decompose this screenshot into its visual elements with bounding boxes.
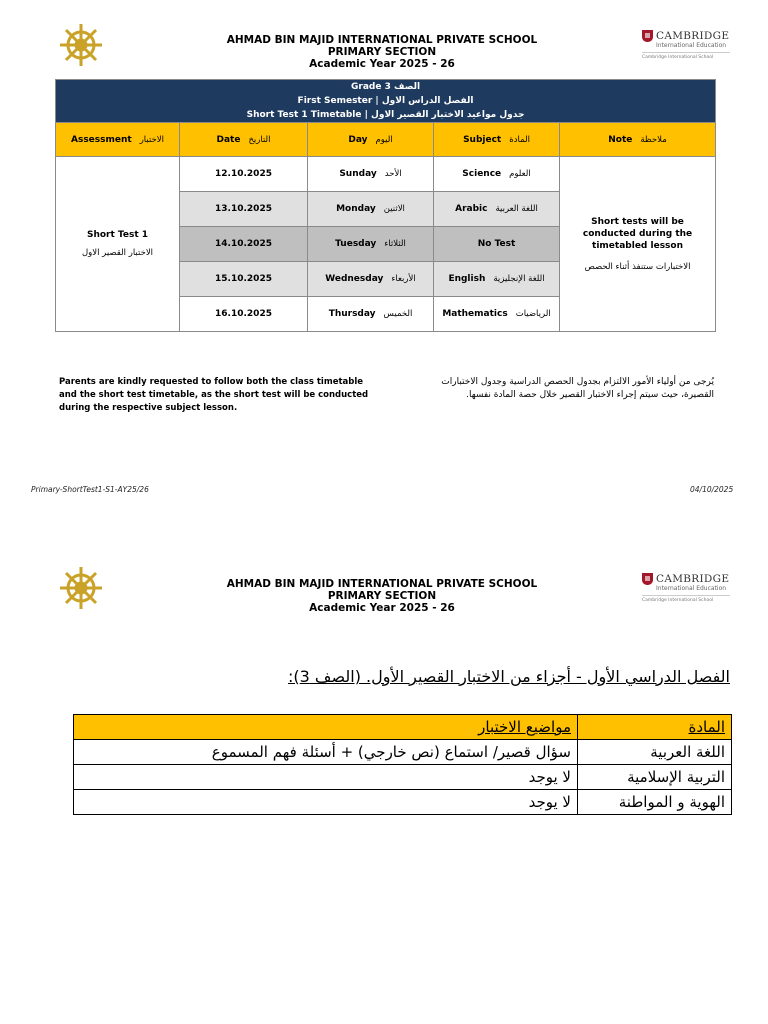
topics-header-row — [74, 715, 732, 740]
cambridge-sub: International Education — [656, 42, 727, 49]
day-cell: Monday — [336, 204, 376, 214]
table-row — [74, 740, 732, 765]
grade-label: Grade 3 الصف — [351, 82, 421, 92]
date-cell: 16.10.2025 — [180, 297, 308, 332]
footer-date: 04/10/2025 — [690, 485, 734, 494]
timetable-title: Short Test 1 Timetable | جدول مواعيد الاختبار القصير الاول — [246, 110, 525, 120]
day-cell: Wednesday — [325, 274, 384, 284]
header-topics: مواضيع الاختبار — [74, 715, 578, 740]
school-header — [212, 578, 552, 614]
header-date-ar: التاريخ — [248, 134, 271, 145]
subject-cell-ar: العلوم — [509, 169, 531, 179]
note-text-ar: الاختبارات ستنفذ أثناء الحصص — [584, 262, 691, 272]
day-cell-ar: الأربعاء — [391, 274, 416, 284]
note-cell — [560, 157, 716, 332]
cambridge-school-label: Cambridge International School — [642, 55, 714, 60]
topics-table — [73, 714, 732, 815]
subject-cell: English — [448, 274, 486, 284]
timetable-banner — [56, 80, 716, 123]
subject-cell: اللغة العربية — [578, 740, 732, 765]
day-cell-ar: الاثنين — [383, 204, 405, 214]
date-cell: 15.10.2025 — [180, 262, 308, 297]
subject-cell: Mathematics — [442, 309, 508, 319]
parents-note-en: Parents are kindly requested to follow both the class timetable and the short test timetable, as the short test will be conducted during the respective subject lesson. — [59, 377, 369, 413]
school-section: PRIMARY SECTION — [327, 590, 437, 602]
table-row — [74, 765, 732, 790]
header-note: Note — [608, 134, 633, 145]
topics-cell: لا يوجد — [74, 765, 578, 790]
day-cell-ar: الخميس — [383, 309, 413, 319]
assessment-name-ar: الاختبار القصير الاول — [81, 248, 154, 258]
cambridge-wordmark: CAMBRIDGE — [656, 30, 730, 42]
day-cell: Tuesday — [335, 239, 377, 249]
date-cell: 13.10.2025 — [180, 192, 308, 227]
header-assessment: Assessment — [71, 134, 132, 145]
timetable — [55, 79, 716, 332]
note-text: Short tests will be conducted during the timetabled lesson — [582, 217, 693, 251]
cambridge-sub: International Education — [656, 585, 727, 592]
topics-cell: لا يوجد — [74, 790, 578, 815]
date-cell: 14.10.2025 — [180, 227, 308, 262]
day-cell-ar: الأحد — [384, 169, 402, 179]
school-name: AHMAD BIN MAJID INTERNATIONAL PRIVATE SCHOOL — [226, 578, 538, 590]
academic-year: Academic Year 2025 - 26 — [309, 602, 455, 614]
subject-cell: No Test — [477, 239, 516, 249]
table-row — [56, 157, 716, 192]
header-assessment-ar: الاختبار — [139, 134, 164, 145]
subject-cell-ar: اللغة الإنجليزية — [493, 274, 545, 284]
subject-cell-ar: الرياضيات — [515, 309, 551, 319]
date-cell: 12.10.2025 — [180, 157, 308, 192]
academic-year: Academic Year 2025 - 26 — [309, 58, 455, 70]
header-day: Day — [348, 134, 368, 145]
topics-title: الفصل الدراسي الأول - أجزاء من الاختبار القصير الأول. (الصف 3): — [288, 667, 730, 686]
header-subject-ar: المادة — [509, 134, 530, 145]
school-logo — [56, 22, 106, 68]
assessment-name: Short Test 1 — [86, 230, 149, 240]
table-header-row — [56, 123, 716, 157]
day-cell: Sunday — [339, 169, 377, 179]
parents-note-ar: يُرجى من أولياء الأمور الالتزام بجدول الحصص الدراسية وجدول الاختبارات القصيرة، حيث سيتم إجراء الاختبار القصير خلال حصة المادة نفسها. — [441, 377, 714, 400]
header-date: Date — [216, 134, 241, 145]
subject-cell-ar: اللغة العربية — [495, 204, 538, 214]
school-name: AHMAD BIN MAJID INTERNATIONAL PRIVATE SCHOOL — [226, 34, 538, 46]
subject-cell: التربية الإسلامية — [578, 765, 732, 790]
header-subject: المادة — [578, 715, 732, 740]
assessment-cell — [56, 157, 180, 332]
semester-label: First Semester | الفصل الدراس الاول — [297, 96, 474, 106]
school-header — [212, 34, 552, 70]
table-row — [74, 790, 732, 815]
day-cell: Thursday — [328, 309, 376, 319]
topics-cell: سؤال قصير/ استماع (نص خارجي) + أسئلة فهم المسموع — [74, 740, 578, 765]
header-day-ar: اليوم — [375, 134, 393, 145]
cambridge-logo — [642, 573, 732, 603]
cambridge-school-label: Cambridge International School — [642, 598, 714, 603]
cambridge-shield-icon — [642, 30, 653, 42]
subject-cell: Arabic — [455, 204, 488, 214]
cambridge-logo — [642, 30, 732, 60]
header-note-ar: ملاحظة — [640, 134, 667, 145]
footer-doc-code: Primary-ShortTest1-S1-AY25/26 — [31, 485, 149, 494]
day-cell-ar: الثلاثاء — [384, 239, 406, 249]
header-subject: Subject — [463, 134, 502, 145]
cambridge-shield-icon — [642, 573, 653, 585]
school-section: PRIMARY SECTION — [327, 46, 437, 58]
cambridge-wordmark: CAMBRIDGE — [656, 573, 730, 585]
subject-cell: Science — [462, 169, 502, 179]
school-logo — [56, 565, 106, 611]
subject-cell: الهوية و المواطنة — [578, 790, 732, 815]
